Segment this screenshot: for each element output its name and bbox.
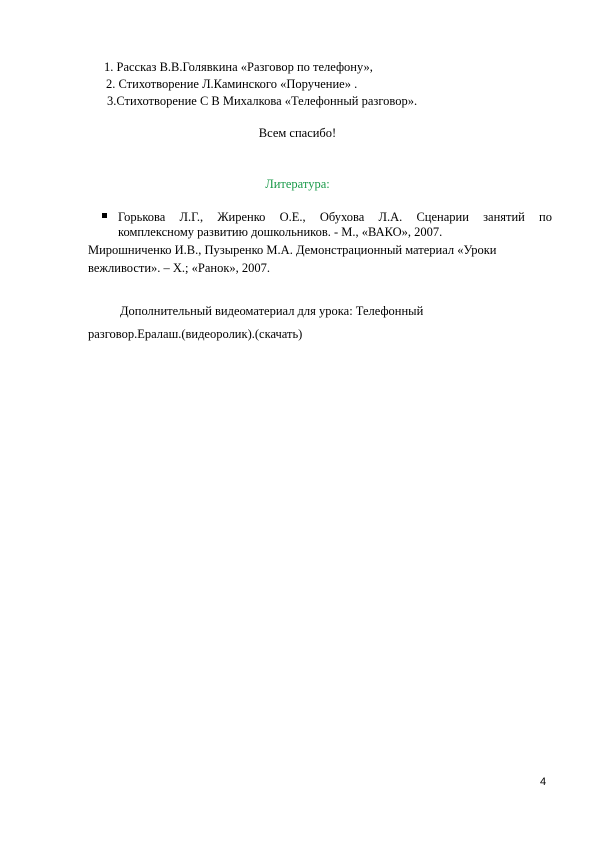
video-text-line-2: разговор.Ералаш.(видеоролик).(скачать) [88,327,303,341]
page-number: 4 [540,776,547,788]
literature-entry-1-line-1: Горькова Л.Г., Жиренко О.Е., Обухова Л.А. Сценарии занятий по [118,210,552,224]
literature-heading: Литература: [265,177,330,191]
list-item-3: 3.Стихотворение С В Михалкова «Телефонный разговор». [107,94,418,108]
literature-entry-1-line-2: комплексному развитию дошкольников. - М., «ВАКО», 2007. [118,225,443,239]
thanks-text: Всем спасибо! [258,126,337,140]
literature-entry-2-line-2: вежливости». – Х.; «Ранок», 2007. [88,261,271,275]
list-item-2: 2. Стихотворение Л.Каминского «Поручение» . [106,77,358,91]
video-text-line-1: Дополнительный видеоматериал для урока: Телефонный [120,304,424,318]
bullet-icon [102,213,107,218]
list-item-1: 1. Рассказ В.В.Голявкина «Разговор по телефону», [104,60,373,74]
literature-entry-2-line-1: Мирошниченко И.В., Пузыренко М.А. Демонстрационный материал «Уроки [88,243,497,257]
